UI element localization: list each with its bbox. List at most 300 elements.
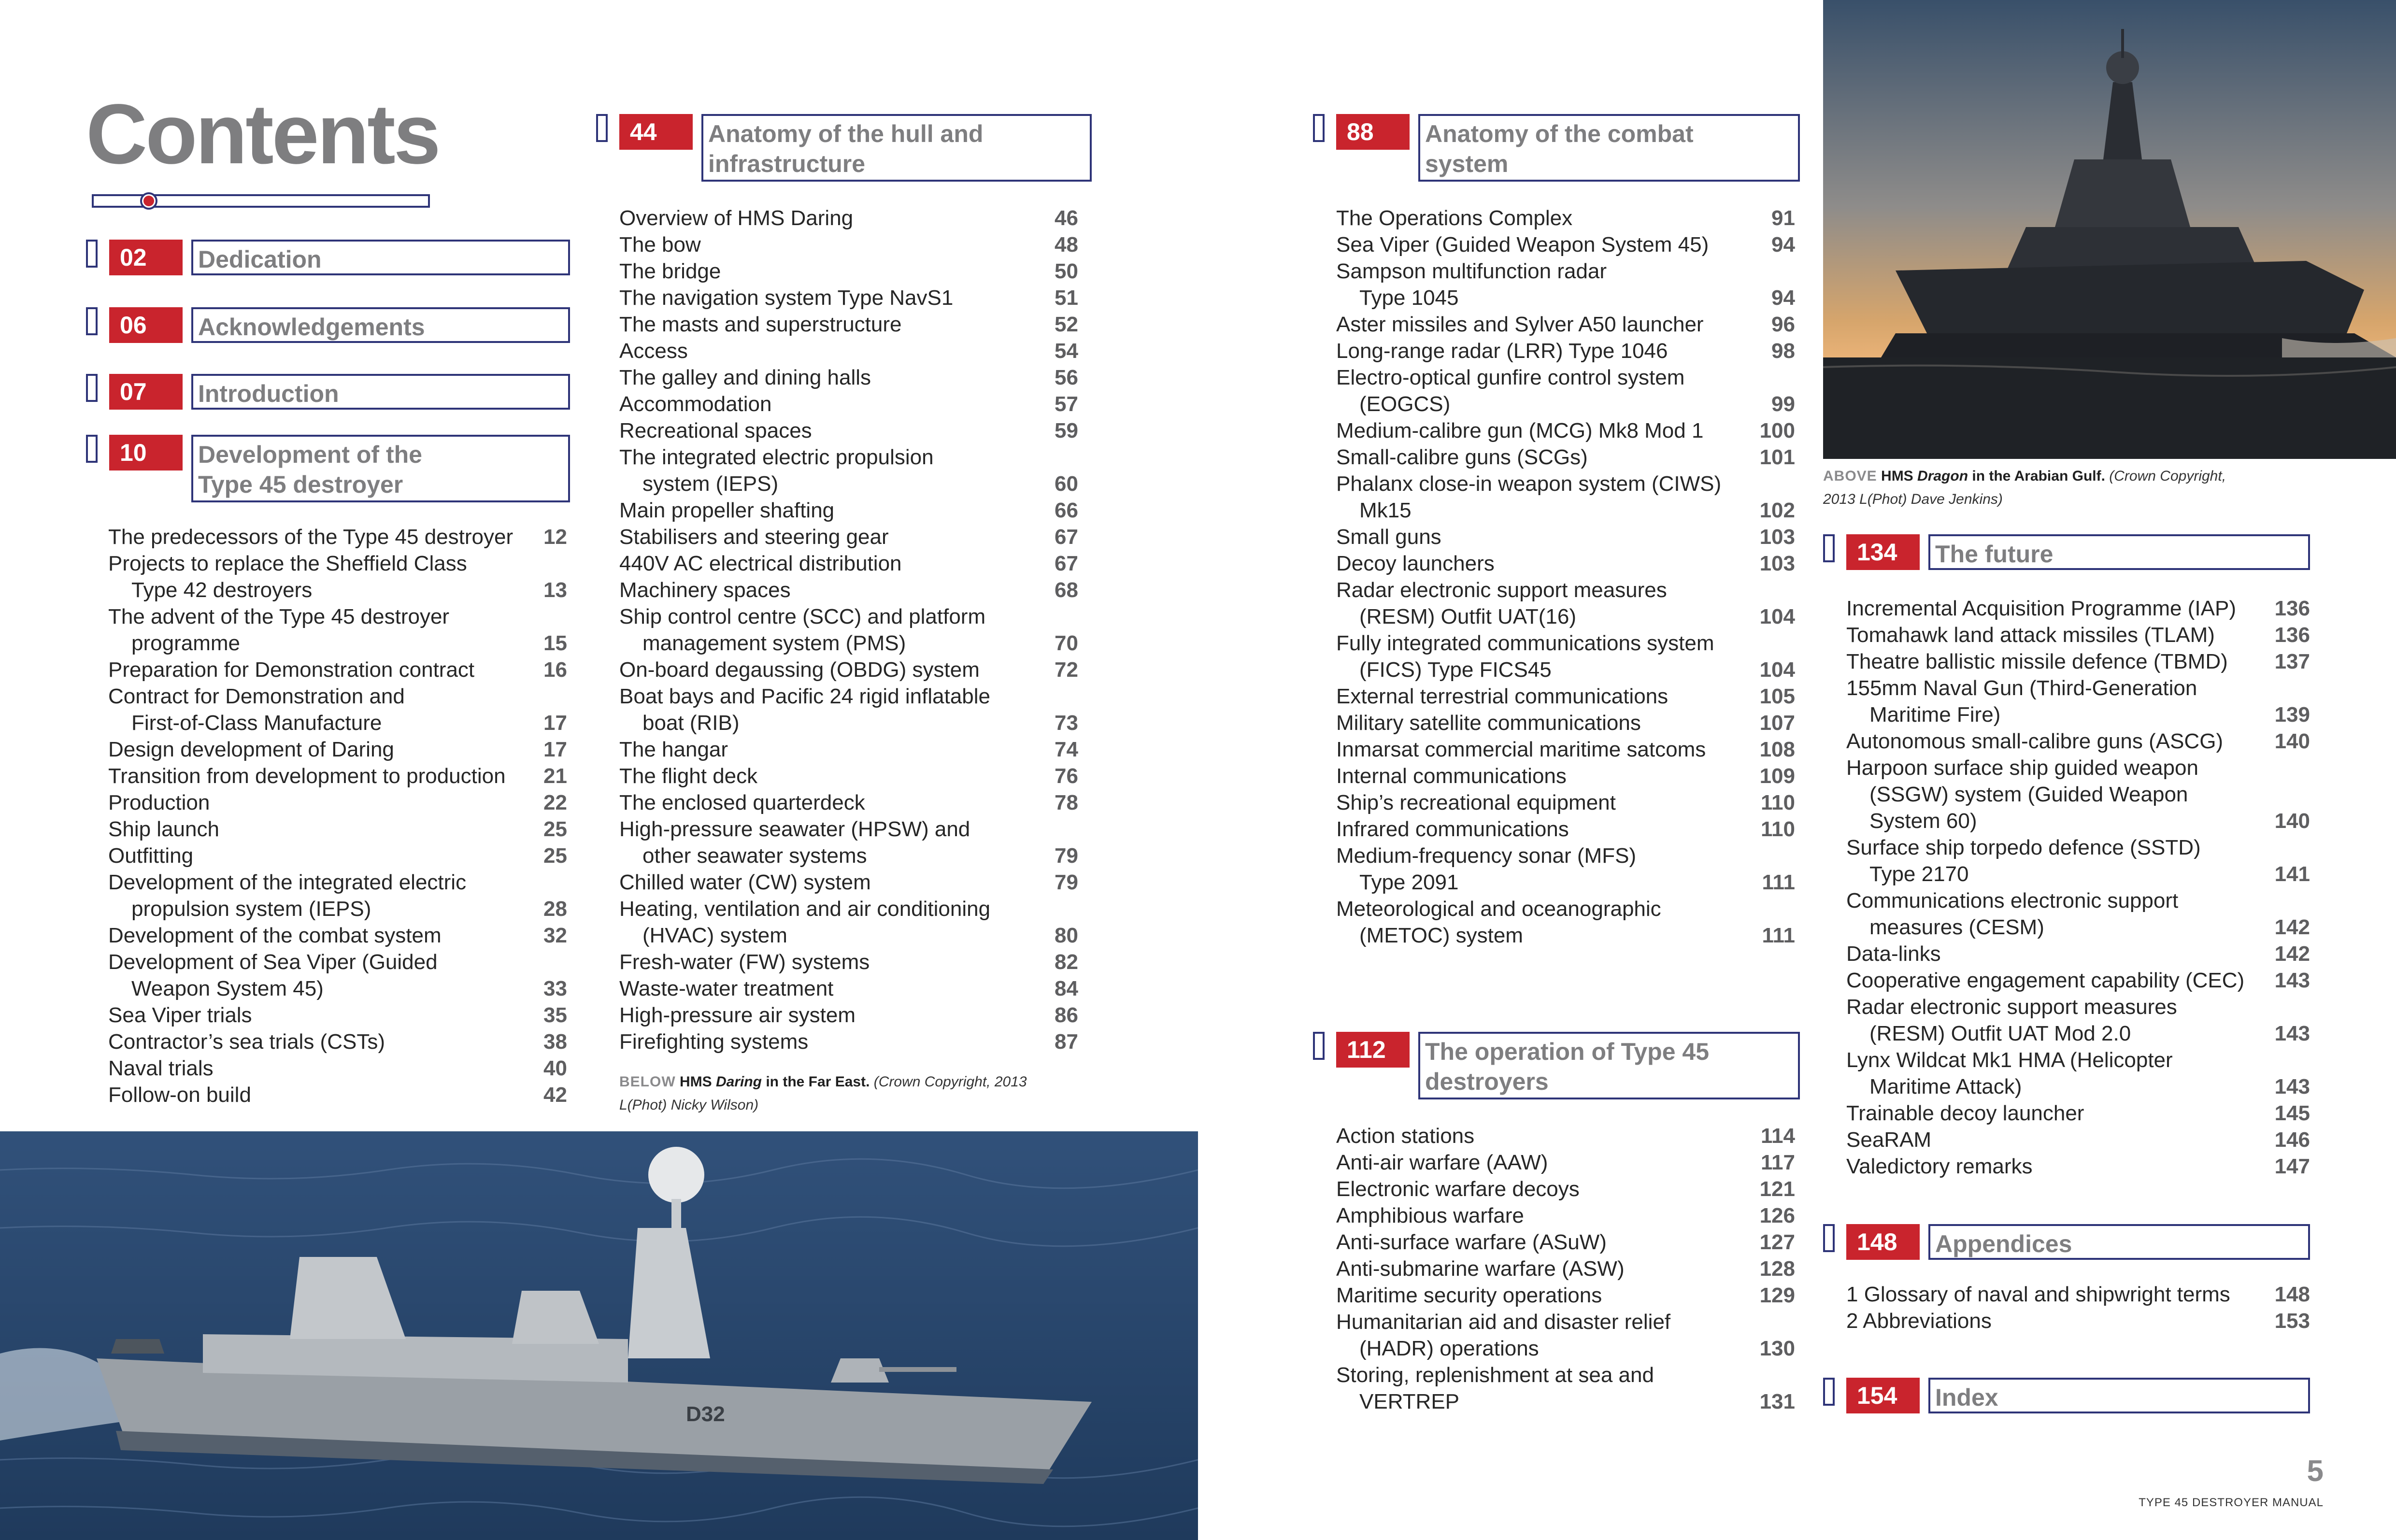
toc-entry-line: Long-range radar (LRR) Type 1046 [1336,339,1668,363]
toc-entry[interactable] [619,656,1078,683]
toc-entry[interactable] [619,258,1078,285]
toc-entry-page: 110 [1761,817,1795,841]
toc-entry-line: Type 1045 [1359,286,1459,310]
toc-entry[interactable] [1846,1126,2310,1153]
toc-entry-line: High-pressure seawater (HPSW) and [619,817,970,841]
section-title [701,114,1092,182]
toc-entry-line: Military satellite communications [1336,711,1641,735]
toc-entry-page: 139 [2274,703,2310,727]
toc-entry[interactable] [619,683,1078,736]
toc-entry-page: 72 [1055,658,1078,682]
toc-entry-title [1846,967,2271,994]
caption-credit: L(Phot) Nicky Wilson) [619,1097,759,1113]
toc-entry-page: 86 [1055,1003,1078,1027]
toc-entry[interactable] [619,444,1078,497]
toc-entry-line: Accommodation [619,392,772,416]
toc-entry[interactable] [619,763,1078,789]
combat-entry-list [1336,205,1795,949]
toc-entry-title [1336,816,1756,842]
toc-entry-title [108,603,528,656]
toc-entry-page: 91 [1771,206,1795,230]
toc-entry[interactable] [619,896,1078,949]
toc-entry[interactable] [1336,258,1795,311]
toc-entry-page: 98 [1771,339,1795,363]
toc-entry-title [1846,1047,2271,1100]
toc-entry[interactable] [1336,1282,1795,1309]
hull-pennant-number: D32 [686,1402,725,1426]
toc-entry-line: Cooperative engagement capability (CEC) [1846,969,2245,992]
toc-entry-page: 51 [1055,286,1078,310]
toc-entry[interactable] [108,1082,567,1108]
toc-entry-line: Fresh-water (FW) systems [619,950,870,974]
toc-entry[interactable] [619,285,1078,311]
toc-entry-line: Action stations [1336,1124,1475,1148]
toc-entry[interactable] [1846,648,2310,675]
toc-entry-title [1846,1153,2271,1180]
caption-lead: BELOW [619,1074,676,1090]
toc-entry-title [619,869,1040,896]
toc-entry-page: 148 [2274,1283,2310,1306]
section-marker [1313,114,1325,142]
section-page-number: 148 [1846,1224,1920,1260]
toc-entry[interactable] [1336,1123,1795,1149]
toc-entry-line: Communications electronic support [1846,889,2179,913]
toc-entry[interactable] [619,736,1078,763]
toc-entry[interactable] [1846,994,2310,1047]
toc-entry-page: 59 [1055,419,1078,442]
photo-hms-daring [0,1131,1198,1540]
section-title [191,435,570,502]
section-title [1418,1032,1800,1099]
toc-entry[interactable] [108,789,567,816]
toc-entry-page: 137 [2274,650,2310,673]
toc-entry-line: system (IEPS) [642,472,779,496]
toc-entry[interactable] [1336,550,1795,577]
toc-entry-page: 100 [1759,419,1795,442]
toc-entry[interactable] [108,683,567,736]
hull-entry-list [619,205,1078,1055]
caption-credit: 2013 L(Phot) Dave Jenkins) [1823,491,2003,507]
toc-entry-line: Design development of Daring [108,738,394,761]
toc-entry[interactable] [619,1002,1078,1028]
toc-entry[interactable] [108,1028,567,1055]
toc-entry[interactable] [619,816,1078,869]
toc-entry-page: 79 [1055,870,1078,894]
toc-entry[interactable] [619,577,1078,603]
toc-entry-line: Sea Viper (Guided Weapon System 45) [1336,233,1709,257]
toc-entry-page: 136 [2274,597,2310,620]
section-title: Introduction [191,374,570,410]
running-footer: TYPE 45 DESTROYER MANUAL [2139,1496,2324,1509]
toc-entry-page: 99 [1771,392,1795,416]
toc-entry-title [108,1028,528,1055]
toc-entry-page: 153 [2274,1309,2310,1333]
toc-entry-line: VERTREP [1359,1390,1460,1413]
toc-entry-title [1846,834,2271,887]
toc-entry[interactable] [619,231,1078,258]
toc-entry[interactable] [619,364,1078,391]
caption-bold: HMS [675,1074,716,1090]
toc-entry[interactable] [1336,710,1795,736]
toc-entry-line: On-board degaussing (OBDG) system [619,658,980,682]
toc-entry-title [619,789,1040,816]
toc-entry[interactable] [108,524,567,550]
toc-entry-line: Access [619,339,688,363]
toc-entry-line: The predecessors of the Type 45 destroyer [108,525,513,549]
toc-entry-title [619,444,1040,497]
toc-entry[interactable] [1846,1281,2310,1308]
toc-entry-title [619,896,1040,949]
toc-entry-line: Stabilisers and steering gear [619,525,889,549]
toc-entry-page: 142 [2274,942,2310,966]
toc-entry-line: Preparation for Demonstration contract [108,658,475,682]
toc-entry[interactable] [1336,524,1795,550]
toc-entry-title [108,683,528,736]
toc-entry-title [619,816,1040,869]
toc-entry-page: 80 [1055,924,1078,947]
toc-entry-title [619,1028,1040,1055]
toc-entry[interactable] [1336,630,1795,683]
section-title: Dedication [191,240,570,275]
caption-bold: HMS [1877,468,1918,484]
toc-entry[interactable] [1336,789,1795,816]
development-entry-list [108,524,567,1108]
toc-entry[interactable] [1846,622,2310,648]
toc-entry-title [619,736,1040,763]
toc-entry[interactable] [1846,728,2310,755]
toc-entry-title [108,1082,528,1108]
toc-entry[interactable] [1846,834,2310,887]
toc-entry-line: Humanitarian aid and disaster relief [1336,1310,1671,1334]
toc-entry-title [1846,755,2271,834]
toc-entry-page: 25 [543,817,567,841]
toc-entry-title [1846,648,2271,675]
toc-entry[interactable] [619,869,1078,896]
toc-entry-line: The hangar [619,738,728,761]
toc-entry[interactable] [1336,1149,1795,1176]
toc-entry-line: (FICS) Type FICS45 [1359,658,1552,682]
toc-entry-page: 35 [543,1003,567,1027]
toc-entry-line: The flight deck [619,764,758,788]
toc-entry[interactable] [619,550,1078,577]
toc-entry[interactable] [1336,364,1795,417]
toc-entry-line: The masts and superstructure [619,313,902,336]
toc-entry[interactable] [619,975,1078,1002]
section-marker [596,114,608,142]
toc-entry[interactable] [108,949,567,1002]
toc-entry-title [619,603,1040,656]
toc-entry-title [1336,736,1756,763]
toc-entry[interactable] [1846,941,2310,967]
toc-entry[interactable] [108,550,567,603]
toc-entry[interactable] [108,603,567,656]
toc-entry-page: 40 [543,1056,567,1080]
toc-entry-line: measures (CESM) [1869,915,2044,939]
toc-entry-page: 96 [1771,313,1795,336]
toc-entry-title [1336,205,1756,231]
toc-entry[interactable] [1336,1255,1795,1282]
toc-entry-page: 109 [1759,764,1795,788]
toc-entry[interactable] [1336,338,1795,364]
toc-entry[interactable] [1336,1309,1795,1362]
toc-entry-line: Surface ship torpedo defence (SSTD) [1846,836,2201,859]
toc-entry-line: Small-calibre guns (SCGs) [1336,445,1588,469]
caption-credit: (Crown Copyright, 2013 [873,1074,1027,1090]
toc-entry-page: 54 [1055,339,1078,363]
toc-entry-page: 111 [1762,870,1795,894]
toc-entry-line: Chilled water (CW) system [619,870,871,894]
toc-entry[interactable] [1846,675,2310,728]
toc-entry[interactable] [1846,1100,2310,1126]
toc-entry-line: Small guns [1336,525,1441,549]
toc-entry[interactable] [108,816,567,842]
toc-entry[interactable] [619,603,1078,656]
toc-entry-title [108,736,528,763]
toc-entry[interactable] [1336,205,1795,231]
toc-entry[interactable] [1846,1308,2310,1334]
toc-entry-title [619,285,1040,311]
toc-entry[interactable] [619,524,1078,550]
toc-entry-line: The integrated electric propulsion [619,445,934,469]
toc-entry[interactable] [108,763,567,789]
section-page-number: 07 [109,374,183,410]
toc-entry-title [1846,887,2271,941]
toc-entry-page: 110 [1761,791,1795,814]
toc-entry-line: Waste-water treatment [619,977,834,1000]
toc-entry[interactable] [1846,1153,2310,1180]
toc-entry-page: 12 [543,525,567,549]
toc-entry-page: 33 [543,977,567,1000]
toc-entry-title [619,205,1040,231]
section-title: Appendices [1928,1224,2310,1260]
toc-entry-page: 57 [1055,392,1078,416]
toc-entry-title [1336,444,1756,471]
toc-entry-page: 17 [543,738,567,761]
toc-entry-line: Heating, ventilation and air conditioning [619,897,991,921]
toc-entry-page: 22 [543,791,567,814]
toc-entry-title [619,417,1040,444]
toc-entry[interactable] [108,656,567,683]
toc-entry-page: 17 [543,711,567,735]
toc-entry-line: Ship control centre (SCC) and platform [619,605,986,628]
toc-entry-title [1846,728,2271,755]
section-marker [1823,534,1835,562]
toc-entry[interactable] [1336,763,1795,789]
toc-entry-line: Incremental Acquisition Programme (IAP) [1846,597,2236,620]
toc-entry-line: Anti-air warfare (AAW) [1336,1151,1548,1174]
toc-entry[interactable] [619,949,1078,975]
toc-entry-title [1336,763,1756,789]
toc-entry-title [619,231,1040,258]
toc-entry-line: Medium-calibre gun (MCG) Mk8 Mod 1 [1336,419,1704,442]
toc-entry-page: 128 [1759,1257,1795,1281]
toc-entry-line: Anti-surface warfare (ASuW) [1336,1230,1607,1254]
toc-entry-line: Transition from development to production [108,764,506,788]
toc-entry-line: Development of the combat system [108,924,442,947]
toc-entry-line: (RESM) Outfit UAT(16) [1359,605,1577,628]
toc-entry-line: The bridge [619,259,721,283]
toc-entry-line: (METOC) system [1359,924,1523,947]
toc-entry-title [619,577,1040,603]
toc-entry-line: Ship’s recreational equipment [1336,791,1616,814]
toc-entry-line: Amphibious warfare [1336,1204,1524,1227]
toc-entry-title [1336,789,1756,816]
toc-entry[interactable] [1336,471,1795,524]
toc-entry[interactable] [1336,311,1795,338]
toc-entry-page: 16 [543,658,567,682]
toc-entry-title [1846,675,2271,728]
toc-entry-title [1336,1282,1756,1309]
toc-entry-page: 67 [1055,552,1078,575]
toc-entry-line: The enclosed quarterdeck [619,791,865,814]
toc-entry-line: Contractor’s sea trials (CSTs) [108,1030,385,1054]
toc-entry-title [1846,1308,2271,1334]
toc-entry[interactable] [1336,896,1795,949]
toc-entry[interactable] [108,842,567,869]
toc-entry[interactable] [619,205,1078,231]
toc-entry-page: 143 [2274,1075,2310,1098]
toc-entry[interactable] [108,869,567,922]
toc-entry[interactable] [1336,577,1795,630]
toc-entry[interactable] [1846,887,2310,941]
toc-entry-title [108,869,528,922]
toc-entry-page: 67 [1055,525,1078,549]
toc-entry-line: Weapon System 45) [131,977,324,1000]
toc-entry-title [1336,683,1756,710]
toc-entry-title [108,1055,528,1082]
toc-entry-page: 68 [1055,578,1078,602]
toc-entry[interactable] [108,922,567,949]
toc-entry-title [1336,1149,1756,1176]
toc-entry[interactable] [1846,755,2310,834]
toc-entry[interactable] [1336,1202,1795,1229]
section-page-number: 154 [1846,1378,1920,1413]
toc-entry[interactable] [1336,683,1795,710]
toc-entry[interactable] [1336,417,1795,444]
caption-bold: in the Far East. [762,1074,874,1090]
section-marker [86,307,98,335]
toc-entry-title [1336,471,1756,524]
toc-entry-title [1336,1309,1756,1362]
toc-entry-page: 114 [1761,1124,1795,1148]
toc-entry[interactable] [108,1055,567,1082]
toc-entry-line: Autonomous small-calibre guns (ASCG) [1846,729,2224,753]
toc-entry-title [108,816,528,842]
toc-entry-line: (HADR) operations [1359,1337,1539,1360]
toc-entry[interactable] [1336,1176,1795,1202]
toc-entry-page: 143 [2274,969,2310,992]
toc-entry[interactable] [108,1002,567,1028]
toc-entry-title [619,763,1040,789]
toc-entry-line: boat (RIB) [642,711,740,735]
toc-entry-line: propulsion system (IEPS) [131,897,371,921]
toc-entry[interactable] [108,736,567,763]
toc-entry-line: (HVAC) system [642,924,787,947]
toc-entry-line: Outfitting [108,844,194,868]
toc-entry-line: First-of-Class Manufacture [131,711,382,735]
section-title-line: Type 45 destroyer [198,471,403,498]
toc-entry-title [1336,842,1756,896]
toc-entry-page: 87 [1055,1030,1078,1054]
toc-entry-title [1846,595,2271,622]
toc-entry-line: Machinery spaces [619,578,791,602]
toc-entry[interactable] [1336,842,1795,896]
toc-entry-page: 105 [1759,684,1795,708]
toc-entry[interactable] [1846,967,2310,994]
toc-entry-page: 104 [1759,605,1795,628]
toc-entry-title [619,258,1040,285]
toc-entry[interactable] [1336,444,1795,471]
toc-entry-line: (SSGW) system (Guided Weapon [1869,783,2188,806]
toc-entry-title [1336,1362,1756,1415]
toc-entry-page: 146 [2274,1128,2310,1152]
toc-entry-page: 117 [1761,1151,1795,1174]
toc-entry-line: The navigation system Type NavS1 [619,286,954,310]
toc-entry-title [108,789,528,816]
toc-entry-line: Overview of HMS Daring [619,206,854,230]
toc-entry-title [1846,1126,2271,1153]
toc-entry-line: Data-links [1846,942,1941,966]
toc-entry-title [108,922,528,949]
toc-entry-title [1336,417,1756,444]
toc-entry-line: Firefighting systems [619,1030,809,1054]
toc-entry[interactable] [1336,1362,1795,1415]
toc-entry[interactable] [1336,231,1795,258]
toc-entry[interactable] [619,311,1078,338]
toc-entry-page: 73 [1055,711,1078,735]
toc-entry-line: Internal communications [1336,764,1567,788]
toc-entry-title [108,949,528,1002]
toc-entry-page: 79 [1055,844,1078,868]
toc-entry-title [1336,364,1756,417]
toc-entry[interactable] [1336,736,1795,763]
toc-entry[interactable] [619,391,1078,417]
toc-entry-line: Electronic warfare decoys [1336,1177,1580,1201]
toc-entry-page: 102 [1759,499,1795,522]
toc-entry-line: Trainable decoy launcher [1846,1101,2084,1125]
toc-entry-page: 76 [1055,764,1078,788]
toc-entry-title [1336,524,1756,550]
toc-entry-line: Production [108,791,210,814]
section-page-number: 112 [1336,1032,1410,1068]
toc-entry-page: 38 [543,1030,567,1054]
toc-entry-line: Aster missiles and Sylver A50 launcher [1336,313,1704,336]
toc-entry-line: (RESM) Outfit UAT Mod 2.0 [1869,1022,2131,1045]
toc-entry[interactable] [1846,1047,2310,1100]
toc-entry[interactable] [1846,595,2310,622]
toc-entry-title [1846,994,2271,1047]
toc-entry[interactable] [619,497,1078,524]
toc-entry[interactable] [1336,816,1795,842]
toc-entry[interactable] [619,1028,1078,1055]
toc-entry-line: 2 Abbreviations [1846,1309,1992,1333]
toc-entry[interactable] [619,338,1078,364]
toc-entry-line: Anti-submarine warfare (ASW) [1336,1257,1625,1281]
toc-entry[interactable] [1336,1229,1795,1255]
toc-entry-title [1336,577,1756,630]
appendix-entry-list [1846,1281,2310,1334]
toc-entry-title [108,1002,528,1028]
page-title: Contents [86,87,439,182]
section-marker [86,435,98,463]
toc-entry-page: 42 [543,1083,567,1107]
toc-entry[interactable] [619,417,1078,444]
section-title-line: infrastructure [708,150,866,177]
section-title: Index [1928,1378,2310,1413]
toc-entry-line: Naval trials [108,1056,214,1080]
operation-entry-list [1336,1123,1795,1415]
toc-entry[interactable] [619,789,1078,816]
